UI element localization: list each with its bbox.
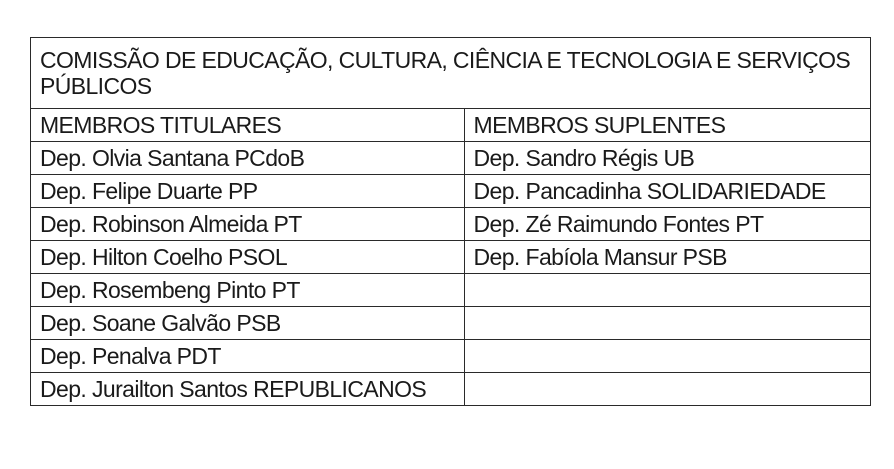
titular-cell: Dep. Soane Galvão PSB: [31, 307, 465, 340]
suplente-cell: Dep. Zé Raimundo Fontes PT: [464, 208, 870, 241]
table-row: [31, 340, 871, 373]
title-row: [31, 38, 871, 109]
suplente-cell: Dep. Fabíola Mansur PSB: [464, 241, 870, 274]
suplente-cell: [464, 307, 870, 340]
table-row: [31, 142, 871, 175]
suplente-cell: [464, 274, 870, 307]
committee-table: [30, 37, 871, 406]
suplente-cell: [464, 373, 870, 406]
header-titulares: MEMBROS TITULARES: [31, 109, 465, 142]
titular-cell: Dep. Hilton Coelho PSOL: [31, 241, 465, 274]
committee-title: [31, 38, 871, 109]
table-row: [31, 307, 871, 340]
table-row: [31, 373, 871, 406]
titular-cell: Dep. Rosembeng Pinto PT: [31, 274, 465, 307]
titular-cell: Dep. Robinson Almeida PT: [31, 208, 465, 241]
header-row: [31, 109, 871, 142]
titular-cell: Dep. Olvia Santana PCdoB: [31, 142, 465, 175]
table-row: [31, 241, 871, 274]
titular-cell: Dep. Jurailton Santos REPUBLICANOS: [31, 373, 465, 406]
table-row: [31, 175, 871, 208]
suplente-cell: Dep. Pancadinha SOLIDARIEDADE: [464, 175, 870, 208]
committee-title-text: COMISSÃO DE EDUCAÇÃO, CULTURA, CIÊNCIA E TECNOLOGIA E SERVIÇOS PÚBLICOS: [40, 47, 851, 99]
titular-cell: Dep. Penalva PDT: [31, 340, 465, 373]
table-row: [31, 274, 871, 307]
table-row: [31, 208, 871, 241]
suplente-cell: [464, 340, 870, 373]
suplente-cell: Dep. Sandro Régis UB: [464, 142, 870, 175]
titular-cell: Dep. Felipe Duarte PP: [31, 175, 465, 208]
header-suplentes: MEMBROS SUPLENTES: [464, 109, 870, 142]
